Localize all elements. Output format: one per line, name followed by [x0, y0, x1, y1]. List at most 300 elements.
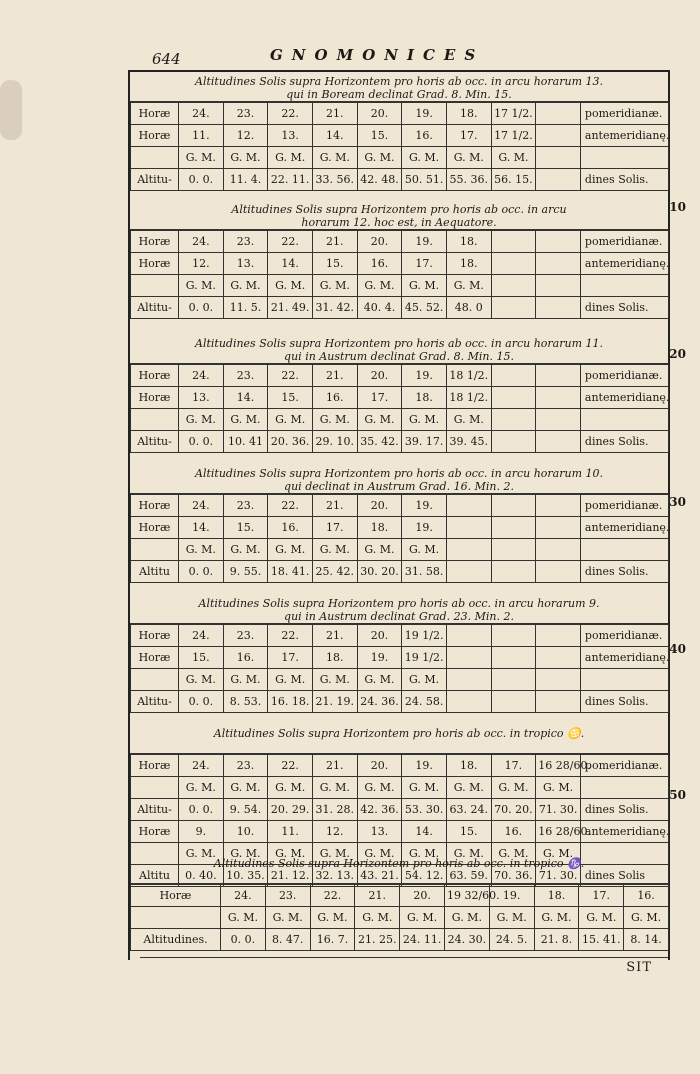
table-cell: 21. 19.	[312, 691, 357, 713]
table-cell: 17.	[268, 647, 313, 669]
table-cell: 8. 14.	[624, 929, 669, 951]
table-cell: G. M.	[268, 539, 313, 561]
table-cell	[536, 231, 581, 253]
table-cell: G. M.	[402, 843, 447, 865]
table-cell: 19.	[489, 885, 534, 907]
table-cell: G. M.	[223, 147, 268, 169]
table-section	[130, 200, 668, 319]
table-cell: G. M.	[179, 539, 224, 561]
table-cell: 18 1/2.	[446, 387, 491, 409]
table-caption	[130, 594, 668, 624]
caption-line: qui declinat in Austrum Grad. 16. Min. 2.	[284, 480, 514, 493]
table-cell: G. M.	[355, 907, 400, 929]
table-cell: 23.	[265, 885, 310, 907]
table-cell: 35. 42.	[357, 431, 402, 453]
table-section	[130, 334, 668, 453]
bottom-rule	[140, 957, 668, 958]
row-label: Horæ	[131, 647, 179, 669]
row-tail-label: pomeridianæ.	[580, 231, 668, 253]
table-cell: 12.	[223, 125, 268, 147]
table-cell: G. M.	[223, 669, 268, 691]
table-cell: G. M.	[446, 843, 491, 865]
table-caption	[130, 334, 668, 364]
table-cell: G. M.	[579, 907, 624, 929]
table-cell: 24. 30.	[444, 929, 489, 951]
table-row	[131, 647, 669, 669]
table-cell: 0. 0.	[179, 799, 224, 821]
table-cell: G. M.	[265, 907, 310, 929]
row-label: Altitu-	[131, 297, 179, 319]
table-cell: 19.	[402, 103, 447, 125]
table-cell: 22.	[268, 231, 313, 253]
row-label: Altitu	[131, 865, 179, 887]
table-cell	[446, 495, 491, 517]
table-cell: 23.	[223, 755, 268, 777]
table-cell: G. M.	[402, 409, 447, 431]
table-cell: 13.	[223, 253, 268, 275]
row-label	[131, 539, 179, 561]
table-cell: G. M.	[446, 777, 491, 799]
table-caption	[130, 72, 668, 102]
table-cell: 22.	[268, 103, 313, 125]
table-cell: 42. 36.	[357, 799, 402, 821]
table-cell	[446, 539, 491, 561]
table-cell: 24. 58.	[402, 691, 447, 713]
table-row	[131, 561, 669, 583]
table-cell: G. M.	[223, 539, 268, 561]
table-cell: 0. 0.	[179, 691, 224, 713]
table-cell: 20.	[357, 755, 402, 777]
row-label: Altitu	[131, 561, 179, 583]
table-row	[131, 275, 669, 297]
table-cell: 9.	[179, 821, 224, 843]
page-stain	[0, 80, 22, 140]
table-cell	[491, 431, 536, 453]
table-cell: 15.	[312, 253, 357, 275]
table-cell	[446, 561, 491, 583]
table-cell: 17.	[491, 755, 536, 777]
row-label: Horæ	[131, 517, 179, 539]
table-cell	[491, 561, 536, 583]
table-cell: 11. 4.	[223, 169, 268, 191]
table-cell: 31. 58.	[402, 561, 447, 583]
table-cell: 24.	[179, 495, 224, 517]
table-cell: G. M.	[444, 907, 489, 929]
altitude-table	[130, 884, 669, 951]
table-section	[130, 72, 668, 191]
table-cell: G. M.	[268, 275, 313, 297]
table-cell: 0. 40.	[179, 865, 224, 887]
table-cell: G. M.	[312, 275, 357, 297]
table-cell: 16.	[402, 125, 447, 147]
table-cell	[491, 495, 536, 517]
margin-number-40: 40	[669, 642, 686, 656]
table-cell	[536, 431, 581, 453]
table-cell	[536, 517, 581, 539]
caption-line: qui in Boream declinat Grad. 8. Min. 15.	[286, 88, 512, 101]
table-cell: 0. 0.	[221, 929, 266, 951]
table-cell: 32. 13.	[312, 865, 357, 887]
table-cell: 31. 28.	[312, 799, 357, 821]
table-cell: 21. 25.	[355, 929, 400, 951]
table-cell: 39. 45.	[446, 431, 491, 453]
altitude-table	[130, 624, 669, 713]
table-cell: 21. 49.	[268, 297, 313, 319]
table-cell	[536, 691, 581, 713]
table-cell: 17.	[446, 125, 491, 147]
table-cell: 8. 47.	[265, 929, 310, 951]
table-cell: G. M.	[357, 147, 402, 169]
row-label	[131, 147, 179, 169]
row-label: Horæ	[131, 495, 179, 517]
row-tail-label: dines Solis.	[580, 431, 668, 453]
table-cell	[446, 517, 491, 539]
row-tail-label: dines Solis.	[580, 169, 668, 191]
table-cell: 18 1/2.	[446, 365, 491, 387]
table-cell: 11.	[268, 821, 313, 843]
margin-number-10: 10	[669, 200, 686, 214]
table-row	[131, 147, 669, 169]
table-cell: G. M.	[402, 275, 447, 297]
table-section	[130, 594, 668, 713]
table-cell: 24.	[179, 231, 224, 253]
table-cell	[491, 297, 536, 319]
table-cell: 11.	[179, 125, 224, 147]
table-cell	[446, 669, 491, 691]
table-cell: 21.	[312, 365, 357, 387]
caption-line: horarum 12. hoc est, in Aequatore.	[301, 216, 497, 229]
table-row	[131, 885, 669, 907]
table-cell: 18. 41.	[268, 561, 313, 583]
table-cell: 16. 7.	[310, 929, 355, 951]
table-cell: G. M.	[400, 907, 445, 929]
table-cell: 19.	[402, 365, 447, 387]
table-caption	[130, 200, 668, 230]
table-cell: 25. 42.	[312, 561, 357, 583]
table-cell: 56. 15.	[491, 169, 536, 191]
row-tail-label: antemeridianę.	[580, 647, 668, 669]
table-row	[131, 169, 669, 191]
table-cell: 18.	[446, 231, 491, 253]
table-cell: 24. 11.	[400, 929, 445, 951]
caption-line: Altitudines Solis supra Horizontem pro horis ab occ. in arcu horarum 13.	[195, 75, 603, 88]
row-tail-label: dines Solis.	[580, 799, 668, 821]
table-cell: G. M.	[489, 907, 534, 929]
table-cell: 24. 36.	[357, 691, 402, 713]
table-cell: 13.	[179, 387, 224, 409]
table-cell: G. M.	[536, 777, 581, 799]
table-cell: G. M.	[357, 275, 402, 297]
table-cell: G. M.	[402, 539, 447, 561]
table-cell: 14.	[402, 821, 447, 843]
table-cell: 13.	[268, 125, 313, 147]
table-cell: G. M.	[357, 409, 402, 431]
table-section	[130, 854, 668, 951]
table-cell: G. M.	[221, 907, 266, 929]
row-tail-label: dines Solis.	[580, 561, 668, 583]
table-cell: 21.	[312, 231, 357, 253]
table-cell: G. M.	[179, 843, 224, 865]
row-tail-label: antemeridianę.	[580, 387, 668, 409]
table-cell: 54. 12.	[402, 865, 447, 887]
row-label: Horæ	[131, 885, 221, 907]
table-cell: 19 32/60.	[444, 885, 489, 907]
table-row	[131, 907, 669, 929]
table-cell: 21.	[312, 103, 357, 125]
table-cell: 10.	[223, 821, 268, 843]
table-cell	[536, 625, 581, 647]
row-tail-label	[580, 275, 668, 297]
table-cell: 23.	[223, 103, 268, 125]
table-cell: G. M.	[179, 409, 224, 431]
table-cell	[536, 387, 581, 409]
table-cell: 9. 55.	[223, 561, 268, 583]
row-tail-label	[580, 777, 668, 799]
table-cell	[536, 409, 581, 431]
table-cell: 23.	[223, 231, 268, 253]
table-cell: 39. 17.	[402, 431, 447, 453]
table-cell: 71. 30.	[536, 799, 581, 821]
row-tail-label: pomeridianæ.	[580, 495, 668, 517]
caption-line: Altitudines Solis supra Horizontem pro horis ab occ. in arcu horarum 11.	[195, 337, 603, 350]
table-cell: 20.	[357, 103, 402, 125]
table-cell	[491, 275, 536, 297]
table-cell: 53. 30.	[402, 799, 447, 821]
table-cell: 10. 35.	[223, 865, 268, 887]
table-row	[131, 253, 669, 275]
table-cell	[446, 647, 491, 669]
table-cell: 20. 36.	[268, 431, 313, 453]
caption-line: qui in Austrum declinat Grad. 23. Min. 2.	[284, 610, 514, 623]
margin-number-30: 30	[669, 495, 686, 509]
table-cell: 42. 48.	[357, 169, 402, 191]
table-cell: 11. 5.	[223, 297, 268, 319]
row-label: Horæ	[131, 755, 179, 777]
table-cell: 15.	[223, 517, 268, 539]
table-cell: 19.	[402, 755, 447, 777]
table-cell	[491, 253, 536, 275]
table-cell: 14.	[223, 387, 268, 409]
table-cell: G. M.	[312, 409, 357, 431]
row-label: Altitu-	[131, 169, 179, 191]
table-cell	[446, 625, 491, 647]
table-cell: 16. 18.	[268, 691, 313, 713]
table-cell: 12.	[312, 821, 357, 843]
row-label: Altitu-	[131, 691, 179, 713]
row-label	[131, 275, 179, 297]
row-label	[131, 907, 221, 929]
table-row	[131, 231, 669, 253]
table-cell: 14.	[312, 125, 357, 147]
table-row	[131, 365, 669, 387]
row-tail-label: antemeridianę.	[580, 517, 668, 539]
table-cell: 20.	[357, 365, 402, 387]
table-cell: 19.	[402, 495, 447, 517]
table-cell: 24.	[179, 625, 224, 647]
row-tail-label: pomeridianæ.	[580, 103, 668, 125]
table-cell: G. M.	[312, 777, 357, 799]
table-cell: G. M.	[446, 409, 491, 431]
table-cell: G. M.	[268, 843, 313, 865]
row-tail-label: pomeridianæ.	[580, 365, 668, 387]
table-cell: 14.	[268, 253, 313, 275]
table-cell: 33. 56.	[312, 169, 357, 191]
table-cell	[491, 539, 536, 561]
table-cell: 20. 29.	[268, 799, 313, 821]
row-label: Horæ	[131, 103, 179, 125]
table-cell	[446, 691, 491, 713]
table-row	[131, 517, 669, 539]
table-row	[131, 625, 669, 647]
table-cell: 18.	[357, 517, 402, 539]
table-cell: 70. 36.	[491, 865, 536, 887]
table-cell	[536, 495, 581, 517]
table-cell: 18.	[446, 755, 491, 777]
table-cell: G. M.	[491, 777, 536, 799]
row-label: Horæ	[131, 125, 179, 147]
row-tail-label: dines Solis.	[580, 297, 668, 319]
table-cell: 15.	[446, 821, 491, 843]
table-cell: G. M.	[402, 777, 447, 799]
caption-line: Altitudines Solis supra Horizontem pro horis ab occ. in tropico ♋.	[213, 727, 585, 740]
table-row	[131, 777, 669, 799]
row-label: Horæ	[131, 387, 179, 409]
row-label: Altitudines.	[131, 929, 221, 951]
row-label: Altitu-	[131, 431, 179, 453]
table-row	[131, 669, 669, 691]
row-label: Horæ	[131, 821, 179, 843]
table-cell	[491, 669, 536, 691]
table-cell: G. M.	[536, 843, 581, 865]
row-tail-label: antemeridianę.	[580, 821, 668, 843]
table-cell: 16 28/60.	[536, 755, 581, 777]
table-cell: 15.	[179, 647, 224, 669]
table-cell: 20.	[357, 625, 402, 647]
table-cell: G. M.	[446, 275, 491, 297]
table-cell: 16.	[624, 885, 669, 907]
row-tail-label: antemeridianę.	[580, 125, 668, 147]
table-cell: 21.	[312, 625, 357, 647]
table-cell: 13.	[357, 821, 402, 843]
table-cell: G. M.	[534, 907, 579, 929]
table-cell: G. M.	[268, 409, 313, 431]
table-cell: 20.	[400, 885, 445, 907]
table-cell	[491, 625, 536, 647]
table-cell: G. M.	[179, 777, 224, 799]
table-cell: 22.	[268, 755, 313, 777]
caption-line: Altitudines Solis supra Horizontem pro horis ab occ. in arcu horarum 9.	[198, 597, 600, 610]
table-cell	[491, 517, 536, 539]
table-cell: G. M.	[357, 669, 402, 691]
table-row	[131, 387, 669, 409]
table-cell	[536, 147, 581, 169]
table-row	[131, 691, 669, 713]
table-cell: G. M.	[223, 777, 268, 799]
table-cell: 15.	[268, 387, 313, 409]
table-cell: 21.	[312, 755, 357, 777]
altitude-table	[130, 364, 669, 453]
table-cell: 8. 53.	[223, 691, 268, 713]
table-cell: 21.	[355, 885, 400, 907]
row-tail-label	[580, 669, 668, 691]
row-tail-label: dines Solis	[580, 865, 668, 887]
row-label	[131, 669, 179, 691]
table-cell: 40. 4.	[357, 297, 402, 319]
altitude-table	[130, 102, 669, 191]
table-cell: 16.	[268, 517, 313, 539]
table-cell	[491, 409, 536, 431]
table-cell: G. M.	[357, 843, 402, 865]
table-cell: G. M.	[357, 539, 402, 561]
table-cell: 22. 11.	[268, 169, 313, 191]
table-row	[131, 929, 669, 951]
table-cell: 21. 8.	[534, 929, 579, 951]
table-cell	[491, 691, 536, 713]
table-cell	[536, 647, 581, 669]
table-cell: G. M.	[223, 843, 268, 865]
caption-line: Altitudines Solis supra Horizontem pro horis ab occ. in tropico ♑.	[213, 857, 585, 870]
table-cell: 18.	[402, 387, 447, 409]
table-cell: 14.	[179, 517, 224, 539]
table-cell: 21.	[312, 495, 357, 517]
table-cell: G. M.	[312, 539, 357, 561]
table-row	[131, 431, 669, 453]
table-cell	[536, 561, 581, 583]
table-cell: G. M.	[310, 907, 355, 929]
table-cell: 24.	[221, 885, 266, 907]
table-cell: 24. 5.	[489, 929, 534, 951]
table-cell: 18.	[312, 647, 357, 669]
table-cell: G. M.	[223, 275, 268, 297]
table-cell: 0. 0.	[179, 561, 224, 583]
table-row	[131, 297, 669, 319]
table-cell: G. M.	[446, 147, 491, 169]
catchword: SIT	[626, 960, 652, 975]
table-cell: 23.	[223, 365, 268, 387]
row-tail-label	[580, 409, 668, 431]
table-cell: 17.	[357, 387, 402, 409]
table-cell: G. M.	[268, 669, 313, 691]
table-cell: 15. 41.	[579, 929, 624, 951]
row-label	[131, 777, 179, 799]
table-cell: 17.	[312, 517, 357, 539]
table-row	[131, 103, 669, 125]
table-cell: 10. 41	[223, 431, 268, 453]
table-cell: G. M.	[312, 669, 357, 691]
table-cell: G. M.	[179, 669, 224, 691]
table-cell: 20.	[357, 495, 402, 517]
table-cell: G. M.	[223, 409, 268, 431]
altitude-table	[130, 494, 669, 583]
table-cell: 17.	[402, 253, 447, 275]
table-cell: G. M.	[402, 147, 447, 169]
row-tail-label	[580, 147, 668, 169]
table-cell: 55. 36.	[446, 169, 491, 191]
table-cell: 22.	[310, 885, 355, 907]
altitude-table	[130, 230, 669, 319]
row-tail-label	[580, 539, 668, 561]
table-cell	[536, 169, 581, 191]
table-cell	[491, 231, 536, 253]
row-tail-label: pomeridianæ.	[580, 625, 668, 647]
table-cell	[536, 275, 581, 297]
margin-number-50: 50	[669, 788, 686, 802]
table-cell: 16.	[491, 821, 536, 843]
table-cell: 21. 12.	[268, 865, 313, 887]
table-cell: 29. 10.	[312, 431, 357, 453]
table-frame	[128, 70, 670, 960]
table-cell	[536, 539, 581, 561]
